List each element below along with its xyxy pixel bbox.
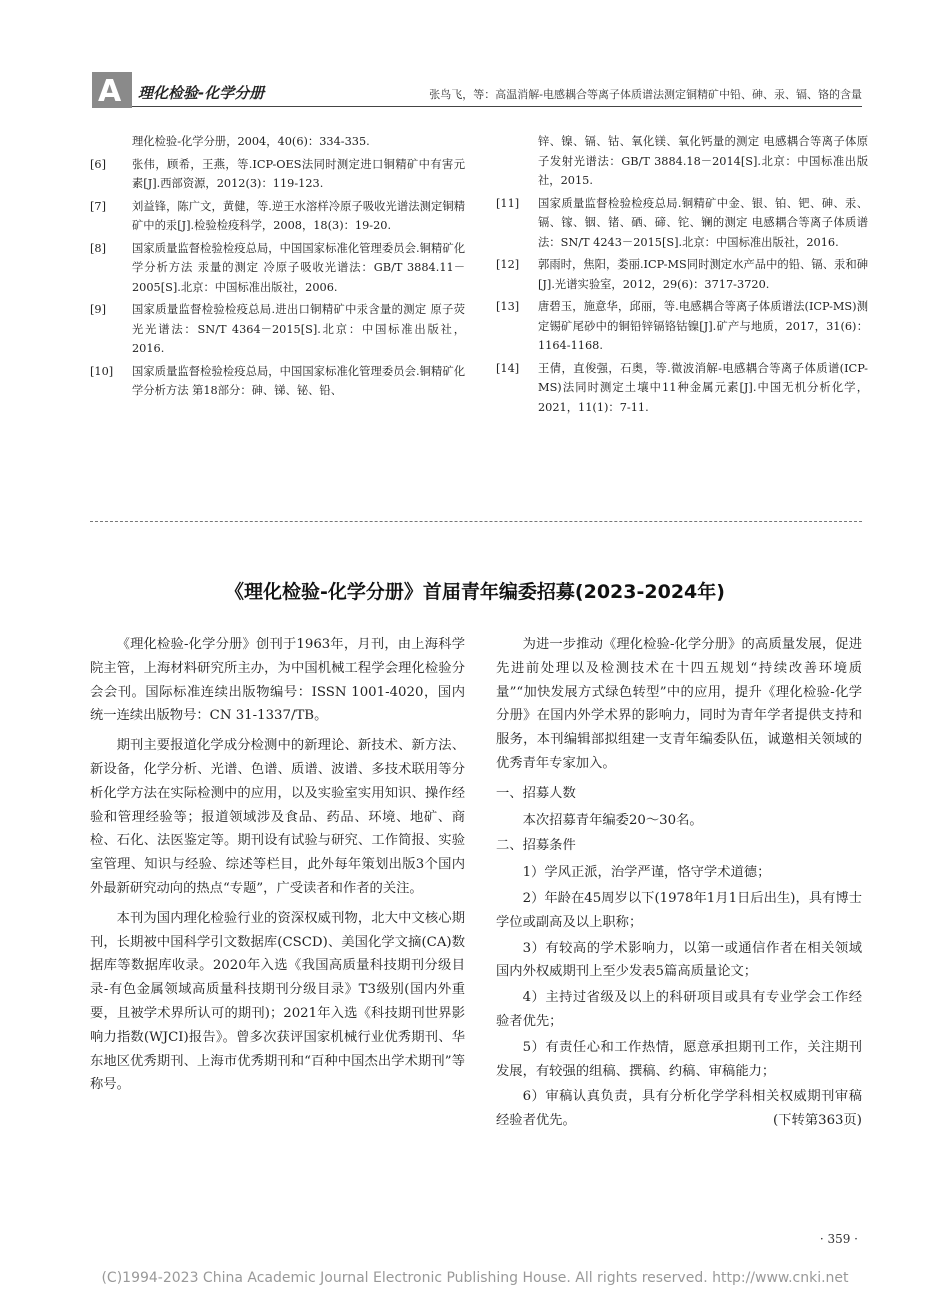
notice-title: 《理化检验-化学分册》首届青年编委招募(2023-2024年) bbox=[225, 581, 725, 603]
notice-paragraph: 期刊主要报道化学成分检测中的新理论、新技术、新方法、新设备，化学分析、光谱、色谱、质谱、波谱、多技术联用等分析化学方法在实际检测中的应用，以及实验室实用知识、操作经验和管理经验等；报道领域涉及食品、药品、环境、地矿、商检、石化、法医鉴定等。期刊设有试验与研究、工作简报、实验室管理、知识与经验、综述等栏目，此外每年策划出版3个国内外最新研究动向的热点“专题”，广受读者和作者的关注。 bbox=[90, 738, 465, 896]
condition-item: 6）审稿认真负责，具有分析化学学科相关权威期刊审稿经验者优先。 (下转第363页) bbox=[496, 1085, 862, 1133]
logo-glyph: A bbox=[98, 74, 122, 109]
reference-item: [6] 张伟，顾希，王燕，等.ICP-OES法同时测定进口铜精矿中有害元素[J].西部资源，2012(3)：119-123. bbox=[90, 157, 465, 190]
reference-item: [14] 王倩，直俊强，石奥，等.微波消解-电感耦合等离子体质谱(ICP-MS)法同时测定土壤中11种金属元素[J].中国无机分析化学，2021，11(1)：7-11. bbox=[496, 361, 868, 414]
reference-item: [7] 刘益锋，陈广文，黄健，等.逆王水溶样冷原子吸收光谱法测定铜精矿中的汞[J].检验检疫科学，2008，18(3)：19-20. bbox=[90, 199, 465, 232]
section-text: 本次招募青年编委20～30名。 bbox=[522, 812, 703, 828]
reference-item: [13] 唐碧玉，施意华，邱丽，等.电感耦合等离子体质谱法(ICP-MS)测定锡矿尾砂中的铜铅锌镉铬钴镍[J].矿产与地质，2017，31(6)：1164-1168. bbox=[496, 300, 868, 352]
references-left-column bbox=[90, 132, 465, 404]
reference-item: [8] 国家质量监督检验检疫总局，中国国家标准化管理委员会.铜精矿化学分析方法 汞量的测定 冷原子吸收光谱法：GB/T 3884.11－2005[S].北京：中国标准出版社，2006. bbox=[90, 241, 465, 294]
notice-left-column bbox=[90, 633, 465, 1103]
copyright-footer: (C)1994-2023 China Academic Journal Electronic Publishing House. All rights reserved. http://www.cnki.net bbox=[101, 1270, 849, 1286]
condition-item: 2）年龄在45周岁以下(1978年1月1日后出生)，具有博士学位或副高及以上职称； bbox=[496, 890, 862, 930]
condition-item: 3）有较高的学术影响力，以第一或通信作者在相关领域国内外权威期刊上至少发表5篇高质量论文； bbox=[496, 940, 862, 980]
condition-item: 1）学风正派，治学严谨，恪守学术道德； bbox=[522, 865, 771, 881]
references-right-column bbox=[496, 132, 868, 420]
reference-item: [11] 国家质量监督检验检疫总局.铜精矿中金、银、铂、钯、砷、汞、镉、镓、铟、锗、硒、碲、铊、镧的测定 电感耦合等离子体质谱法：SN/T 4243－2015[S].北京：中国标准出版社，2016. bbox=[496, 196, 868, 249]
section-divider bbox=[90, 521, 862, 522]
reference-item: [9] 国家质量监督检验检疫总局.进出口铜精矿中汞含量的测定 原子荧光光谱法：SN/T 4364－2015[S].北京：中国标准出版社，2016. bbox=[90, 303, 465, 355]
running-title: 张鸟飞，等：高温消解-电感耦合等离子体质谱法测定铜精矿中铅、砷、汞、镉、铬的含量 bbox=[429, 88, 862, 101]
page-number: · 359 · bbox=[819, 1232, 858, 1246]
reference-item: 理化检验-化学分册，2004，40(6)：334-335. bbox=[132, 135, 370, 148]
journal-logo bbox=[92, 72, 132, 108]
notice-right-column bbox=[496, 633, 862, 1135]
section-heading: 一、招募人数 bbox=[496, 785, 576, 801]
notice-paragraph: 本刊为国内理化检验行业的资深权威刊物，北大中文核心期刊，长期被中国科学引文数据库(CSCD)、美国化学文摘(CA)数据库等数据库收录。2020年入选《我国高质量科技期刊分级目录-有色金属领域高质量科技期刊分级目录》T3级别(国内外重要，且被学术界所认可的期刊)；2021年入选《科技期刊世界影响力指数(WJCI)报告》。曾多次获评国家机械行业优秀期刊、华东地区优秀期刊、上海市优秀期刊和“百种中国杰出学术期刊”等称号。 bbox=[90, 910, 465, 1093]
header-rule bbox=[132, 106, 862, 107]
reference-item: [10] 国家质量监督检验检疫总局，中国国家标准化管理委员会.铜精矿化学分析方法 第18部分：砷、锑、铋、铅、 bbox=[90, 364, 465, 397]
condition-item: 5）有责任心和工作热情，愿意承担期刊工作，关注期刊发展，有较强的组稿、撰稿、约稿、审稿能力； bbox=[496, 1039, 862, 1079]
condition-item: 4）主持过省级及以上的科研项目或具有专业学会工作经验者优先； bbox=[496, 990, 862, 1029]
journal-name: 理化检验-化学分册 bbox=[138, 84, 265, 102]
notice-paragraph: 《理化检验-化学分册》创刊于1963年，月刊，由上海科学院主管，上海材料研究所主办，为中国机械工程学会理化检验分会会刊。国际标准连续出版物编号：ISSN 1001-4020，国内统一连续出版物号：CN 31-1337/TB。 bbox=[90, 637, 465, 724]
reference-item: 锌、镍、镉、钴、氧化镁、氧化钙量的测定 电感耦合等离子体原子发射光谱法：GB/T 3884.18－2014[S].北京：中国标准出版社，2015. bbox=[538, 135, 868, 187]
reference-item: [12] 郭雨时，焦阳，娄丽.ICP-MS同时测定水产品中的铅、镉、汞和砷[J].光谱实验室，2012，29(6)：3717-3720. bbox=[496, 258, 868, 291]
notice-intro: 为进一步推动《理化检验-化学分册》的高质量发展，促进先进前处理以及检测技术在十四五规划“持续改善环境质量”“加快发展方式绿色转型”中的应用，提升《理化检验-化学分册》在国内外学术界的影响力，同时为青年学者提供支持和服务，本刊编辑部拟组建一支青年编委队伍，诚邀相关领域的优秀青年专家加入。 bbox=[496, 637, 862, 771]
page-header bbox=[92, 72, 862, 110]
continued-note: (下转第363页) bbox=[773, 1113, 862, 1129]
section-heading: 二、招募条件 bbox=[496, 838, 576, 854]
